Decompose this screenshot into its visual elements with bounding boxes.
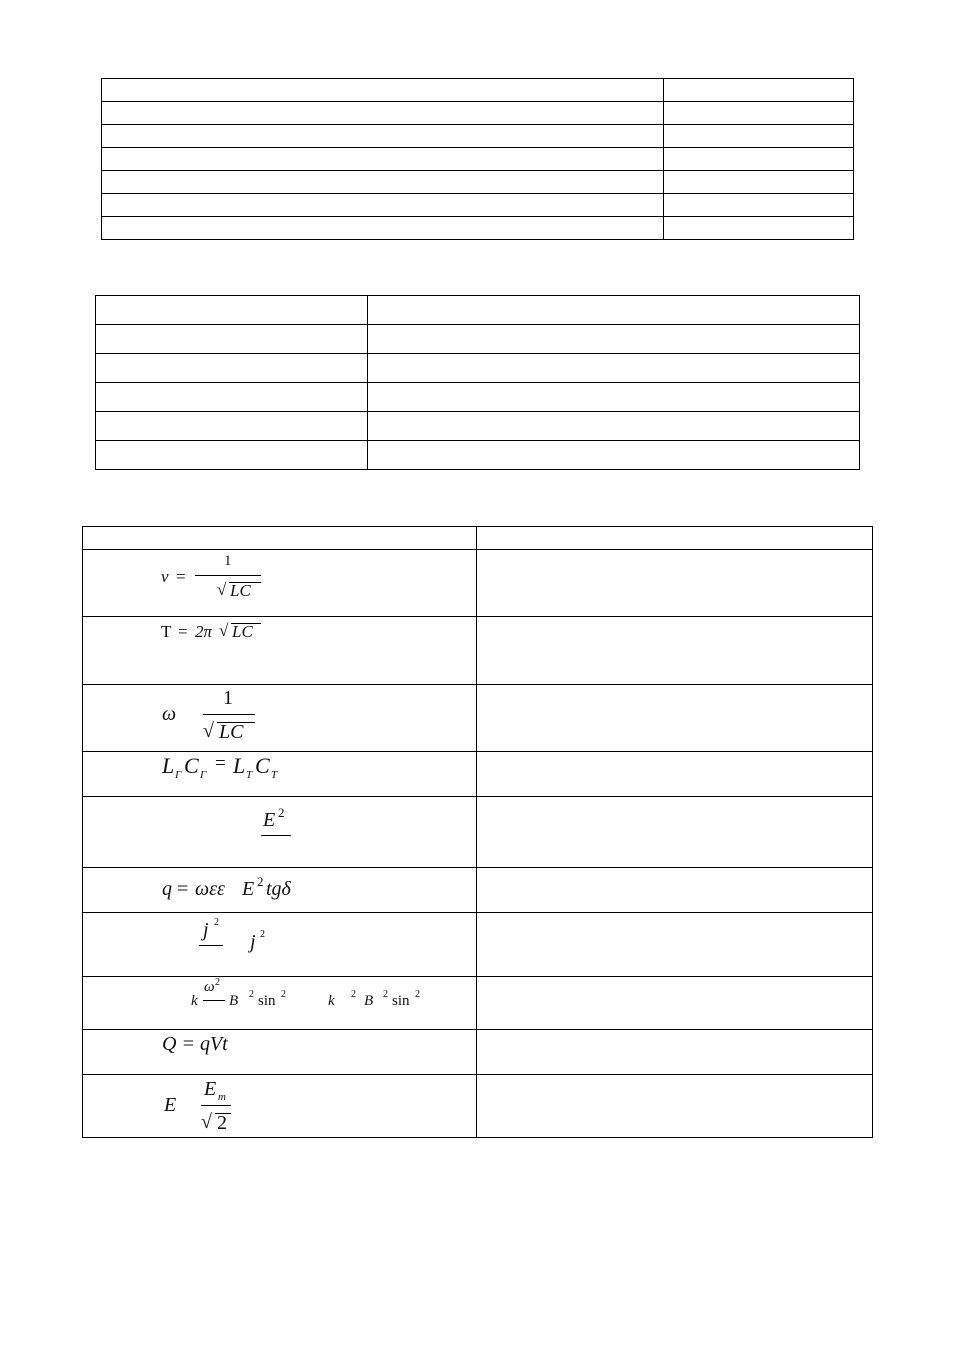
symbol-k: k bbox=[328, 993, 335, 1009]
table-cell bbox=[664, 125, 854, 148]
table-cell bbox=[477, 685, 873, 752]
fraction-line bbox=[199, 945, 223, 946]
table-row bbox=[83, 527, 873, 550]
denominator: LC bbox=[219, 721, 244, 743]
table-row bbox=[102, 171, 854, 194]
table-cell bbox=[477, 1075, 873, 1138]
table-cell bbox=[664, 171, 854, 194]
table-cell bbox=[664, 102, 854, 125]
symbol-b: B bbox=[364, 993, 374, 1009]
numerator: 1 bbox=[223, 687, 233, 709]
table-row bbox=[96, 441, 860, 470]
symbol-omega: ω bbox=[162, 703, 177, 725]
numerator: 1 bbox=[224, 553, 232, 569]
fraction-line bbox=[203, 1000, 225, 1001]
table-cell bbox=[477, 913, 873, 977]
table-cell bbox=[477, 550, 873, 617]
formula-cell bbox=[83, 617, 477, 685]
table-cell bbox=[477, 797, 873, 868]
table-cell bbox=[96, 383, 368, 412]
formula-cell bbox=[83, 977, 477, 1030]
table-row bbox=[83, 913, 873, 977]
exponent: 2 bbox=[257, 874, 264, 889]
sin: sin bbox=[258, 993, 276, 1009]
table-cell bbox=[102, 102, 664, 125]
table-row bbox=[83, 797, 873, 868]
table-cell bbox=[477, 752, 873, 797]
symbol-b: B bbox=[229, 993, 239, 1009]
table-cell bbox=[368, 383, 860, 412]
symbol-e: E bbox=[164, 1094, 177, 1116]
equals-sign: = bbox=[215, 753, 226, 774]
subscript: Г bbox=[200, 769, 207, 781]
table-2 bbox=[95, 295, 860, 470]
fraction-line bbox=[201, 1105, 231, 1106]
subscript: Т bbox=[271, 769, 278, 781]
equals-sign: = bbox=[177, 878, 189, 900]
fraction-line bbox=[203, 714, 255, 715]
formula-cell bbox=[83, 868, 477, 913]
table-cell bbox=[83, 527, 477, 550]
radical-sign: √ bbox=[219, 621, 229, 640]
exponent: 2 bbox=[383, 989, 388, 1000]
symbol-c: C bbox=[255, 753, 270, 778]
symbol-e: E bbox=[263, 809, 276, 831]
exponent: 2 bbox=[214, 917, 219, 928]
table-cell bbox=[368, 412, 860, 441]
heat-formula-text: Q = qVt bbox=[162, 1033, 228, 1055]
table-cell bbox=[664, 194, 854, 217]
exponent: 2 bbox=[278, 805, 285, 820]
table-cell bbox=[368, 441, 860, 470]
table-row bbox=[96, 354, 860, 383]
table-cell bbox=[477, 617, 873, 685]
table-cell bbox=[664, 79, 854, 102]
formula-cell bbox=[83, 1030, 477, 1075]
symbol-j: j bbox=[203, 919, 209, 941]
symbol-k: k bbox=[191, 993, 198, 1009]
table-cell bbox=[102, 148, 664, 171]
symbol-l: L bbox=[233, 753, 246, 778]
equals-sign: = bbox=[176, 567, 186, 586]
denominator: LC bbox=[230, 581, 251, 600]
exponent: 2 bbox=[260, 929, 265, 940]
table-cell bbox=[477, 977, 873, 1030]
table-row bbox=[102, 148, 854, 171]
table-cell bbox=[477, 527, 873, 550]
exponent: 2 bbox=[249, 989, 254, 1000]
table-row bbox=[83, 752, 873, 797]
table-cell bbox=[102, 171, 664, 194]
radicand: LC bbox=[232, 622, 253, 641]
table-row bbox=[102, 217, 854, 240]
radical-sign: √ bbox=[217, 580, 227, 599]
fraction-line bbox=[195, 575, 261, 576]
table-row bbox=[83, 685, 873, 752]
table-row bbox=[96, 383, 860, 412]
table-cell bbox=[96, 325, 368, 354]
table-cell bbox=[477, 1030, 873, 1075]
table-cell bbox=[102, 125, 664, 148]
exponent: 2 bbox=[215, 977, 220, 988]
table-cell bbox=[102, 194, 664, 217]
table-row bbox=[83, 977, 873, 1030]
table-row bbox=[102, 102, 854, 125]
symbol-e-numerator: E bbox=[204, 1078, 217, 1100]
table-cell bbox=[96, 441, 368, 470]
table-row bbox=[83, 1030, 873, 1075]
symbol-l: L bbox=[162, 753, 175, 778]
subscript: m bbox=[218, 1091, 226, 1103]
table-cell bbox=[368, 296, 860, 325]
symbol-c: C bbox=[184, 753, 199, 778]
subscript: Г bbox=[175, 769, 182, 781]
table-row bbox=[96, 412, 860, 441]
exponent: 2 bbox=[351, 989, 356, 1000]
symbol-omega: ω bbox=[204, 979, 215, 995]
table-cell bbox=[368, 354, 860, 383]
table-cell bbox=[477, 868, 873, 913]
symbol-e: E bbox=[242, 878, 255, 900]
table-row bbox=[83, 550, 873, 617]
tg-delta: tgδ bbox=[266, 878, 291, 900]
formula-cell bbox=[83, 913, 477, 977]
table-row bbox=[102, 194, 854, 217]
table-row bbox=[83, 1075, 873, 1138]
radical-sign: √ bbox=[201, 1111, 212, 1133]
formula-cell bbox=[83, 550, 477, 617]
formula-cell bbox=[83, 1075, 477, 1138]
table-row bbox=[96, 325, 860, 354]
symbol-nu: ν bbox=[161, 567, 169, 586]
table-row bbox=[83, 617, 873, 685]
table-row bbox=[96, 296, 860, 325]
formula-table bbox=[82, 526, 873, 1138]
equals-sign: = bbox=[178, 622, 188, 641]
exponent: 2 bbox=[281, 989, 286, 1000]
coefficient-2pi: 2π bbox=[195, 622, 213, 641]
fraction-line bbox=[261, 835, 291, 836]
sin: sin bbox=[392, 993, 410, 1009]
table-1 bbox=[101, 78, 854, 240]
table-cell bbox=[664, 148, 854, 171]
table-cell bbox=[96, 412, 368, 441]
formula-cell bbox=[83, 797, 477, 868]
table-cell bbox=[368, 325, 860, 354]
table-row bbox=[102, 79, 854, 102]
symbol-q: q bbox=[162, 878, 172, 900]
table-row bbox=[102, 125, 854, 148]
table-cell bbox=[96, 354, 368, 383]
subscript: Т bbox=[246, 769, 253, 781]
symbol-j: j bbox=[250, 931, 256, 953]
table-cell bbox=[664, 217, 854, 240]
table-cell bbox=[96, 296, 368, 325]
symbol-period: T bbox=[161, 622, 172, 641]
formula-cell bbox=[83, 752, 477, 797]
table-cell bbox=[102, 217, 664, 240]
table-row bbox=[83, 868, 873, 913]
omega-eps-eps: ωεε bbox=[195, 878, 225, 900]
radical-sign: √ bbox=[203, 720, 214, 742]
table-cell bbox=[102, 79, 664, 102]
exponent: 2 bbox=[415, 989, 420, 1000]
denominator: 2 bbox=[217, 1112, 227, 1134]
formula-cell bbox=[83, 685, 477, 752]
